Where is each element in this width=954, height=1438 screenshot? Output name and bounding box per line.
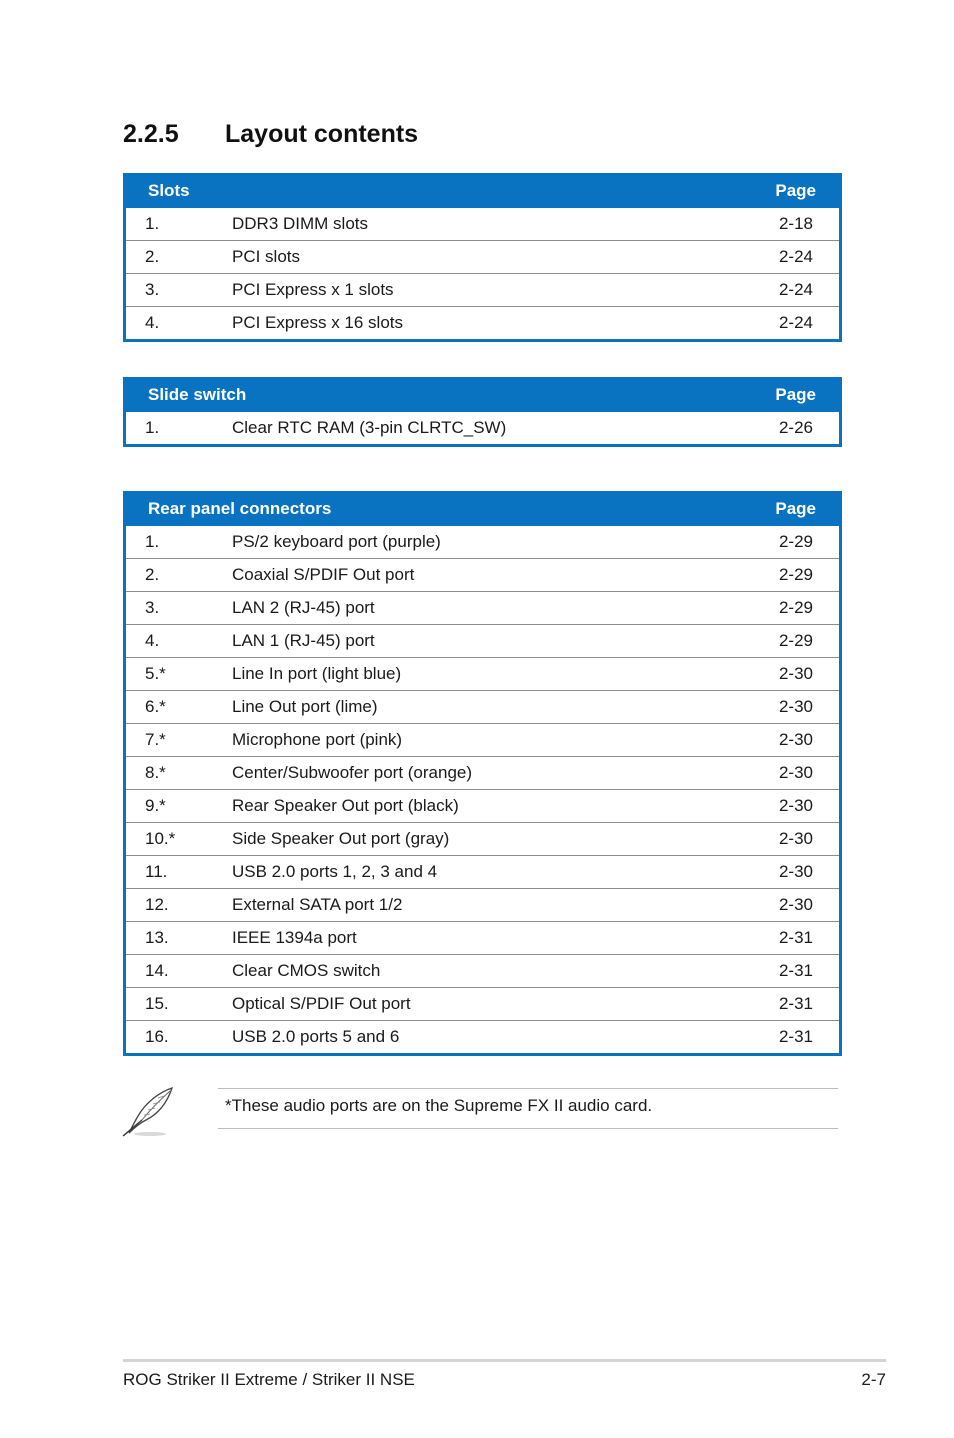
note-text: *These audio ports are on the Supreme FX II audio card. [225, 1096, 653, 1115]
table-row [126, 526, 839, 558]
row-label: USB 2.0 ports 1, 2, 3 and 4 [232, 862, 438, 881]
row-label: Line In port (light blue) [232, 664, 402, 683]
row-number: 2. [145, 247, 160, 266]
row-page: 2-24 [778, 247, 813, 266]
page-number: 2-7 [861, 1370, 886, 1389]
row-label: Center/Subwoofer port (orange) [232, 763, 473, 782]
table-row [126, 987, 839, 1020]
row-page: 2-30 [778, 829, 813, 848]
table-header [123, 377, 842, 412]
row-label: DDR3 DIMM slots [232, 214, 369, 233]
table-row [126, 1020, 839, 1053]
row-number: 15. [145, 994, 169, 1013]
row-number: 1. [145, 532, 160, 551]
table-row [126, 690, 839, 723]
row-number: 4. [145, 313, 160, 332]
table-row [126, 921, 839, 954]
table-row [126, 822, 839, 855]
row-label: Line Out port (lime) [232, 697, 378, 716]
row-page: 2-29 [778, 565, 813, 584]
row-page: 2-31 [778, 1027, 813, 1046]
row-page: 2-30 [778, 862, 813, 881]
row-label: Side Speaker Out port (gray) [232, 829, 450, 848]
row-page: 2-29 [778, 598, 813, 617]
section-title: Layout contents [225, 120, 419, 148]
row-page: 2-30 [778, 730, 813, 749]
page-column-header: Page [775, 384, 816, 404]
row-label: Optical S/PDIF Out port [232, 994, 411, 1013]
row-number: 16. [145, 1027, 169, 1046]
footer-rule [123, 1359, 886, 1362]
footer-title: ROG Striker II Extreme / Striker II NSE [123, 1370, 415, 1389]
row-label: PCI slots [232, 247, 301, 266]
row-page: 2-30 [778, 697, 813, 716]
slots-table [123, 173, 842, 342]
row-number: 5.* [145, 664, 166, 683]
row-number: 6.* [145, 697, 166, 716]
slide-switch-table [123, 377, 842, 447]
page-column-header: Page [775, 498, 816, 518]
table-row [126, 888, 839, 921]
table-row [126, 240, 839, 273]
row-number: 1. [145, 418, 160, 437]
row-number: 3. [145, 598, 160, 617]
rear-panel-connectors-table [123, 491, 842, 1056]
note-top-rule [218, 1088, 838, 1089]
row-page: 2-24 [778, 280, 813, 299]
row-label: PS/2 keyboard port (purple) [232, 532, 441, 551]
table-row [126, 412, 839, 444]
row-number: 7.* [145, 730, 166, 749]
feather-pen-icon [120, 1086, 178, 1138]
table-row [126, 208, 839, 240]
row-number: 13. [145, 928, 169, 947]
row-page: 2-30 [778, 895, 813, 914]
row-label: External SATA port 1/2 [232, 895, 403, 914]
row-label: Clear RTC RAM (3-pin CLRTC_SW) [232, 418, 507, 437]
table-row [126, 954, 839, 987]
row-page: 2-31 [778, 994, 813, 1013]
row-number: 3. [145, 280, 160, 299]
section-heading [123, 120, 418, 149]
table-row [126, 558, 839, 591]
row-label: IEEE 1394a port [232, 928, 357, 947]
table-row [126, 723, 839, 756]
table-header [123, 173, 842, 208]
row-label: PCI Express x 1 slots [232, 280, 394, 299]
table-row [126, 657, 839, 690]
row-number: 8.* [145, 763, 166, 782]
table-title: Slide switch [148, 384, 247, 404]
row-page: 2-30 [778, 664, 813, 683]
row-page: 2-29 [778, 532, 813, 551]
table-row [126, 855, 839, 888]
row-label: LAN 2 (RJ-45) port [232, 598, 375, 617]
row-label: USB 2.0 ports 5 and 6 [232, 1027, 400, 1046]
row-page: 2-26 [778, 418, 813, 437]
table-row [126, 273, 839, 306]
row-label: Rear Speaker Out port (black) [232, 796, 459, 815]
table-row [126, 789, 839, 822]
note-bottom-rule [218, 1128, 838, 1129]
row-number: 2. [145, 565, 160, 584]
table-row [126, 756, 839, 789]
row-number: 4. [145, 631, 160, 650]
row-page: 2-18 [778, 214, 813, 233]
row-page: 2-30 [778, 763, 813, 782]
row-number: 1. [145, 214, 160, 233]
table-row [126, 306, 839, 339]
row-number: 12. [145, 895, 169, 914]
table-row [126, 591, 839, 624]
row-page: 2-31 [778, 928, 813, 947]
table-title: Slots [148, 180, 190, 200]
row-page: 2-31 [778, 961, 813, 980]
row-label: LAN 1 (RJ-45) port [232, 631, 375, 650]
row-label: Clear CMOS switch [232, 961, 381, 980]
row-page: 2-24 [778, 313, 813, 332]
table-row [126, 624, 839, 657]
row-number: 10.* [145, 829, 176, 848]
row-number: 11. [145, 862, 168, 881]
section-number: 2.2.5 [123, 120, 179, 148]
page-column-header: Page [775, 180, 816, 200]
row-label: Microphone port (pink) [232, 730, 403, 749]
table-header [123, 491, 842, 526]
row-number: 14. [145, 961, 169, 980]
row-page: 2-29 [778, 631, 813, 650]
row-page: 2-30 [778, 796, 813, 815]
row-label: PCI Express x 16 slots [232, 313, 404, 332]
table-title: Rear panel connectors [148, 498, 332, 518]
row-label: Coaxial S/PDIF Out port [232, 565, 415, 584]
row-number: 9.* [145, 796, 166, 815]
